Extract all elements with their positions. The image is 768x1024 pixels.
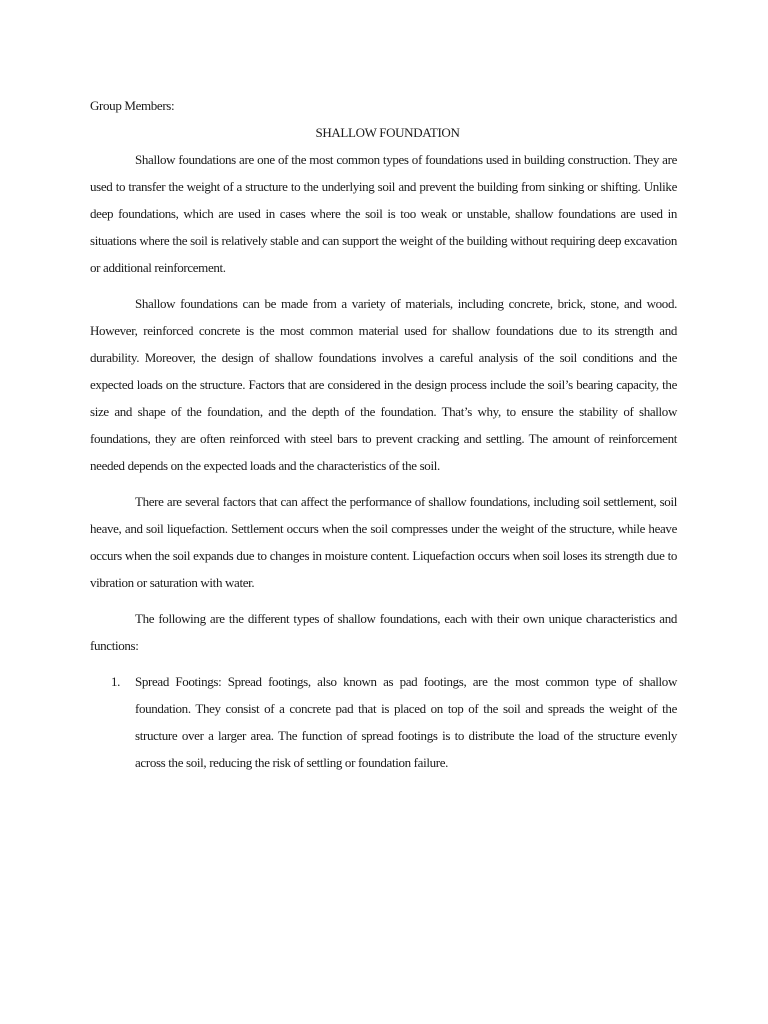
document-title: SHALLOW FOUNDATION (315, 125, 460, 140)
paragraph-1: Shallow foundations are one of the most common types of foundations used in building construction. They are used to transfer the weight of a structure to the underlying soil and prevent the building from sinking or shifting. Unlike deep foundations, which are used in cases where the soil is too weak or unstable, shallow foundations are used in situations where the soil is relatively stable and can support the weight of the building without requiring deep excavation or additional reinforcement. (90, 152, 677, 275)
list-item (90, 668, 677, 776)
list-item-text: Spread Footings: Spread footings, also known as pad footings, are the most common type of shallow foundation. They consist of a concrete pad that is placed on top of the soil and spreads the weight of the structure over a larger area. The function of spread footings is to distribute the load of the structure evenly across the soil, reducing the risk of settling or foundation failure. (135, 674, 677, 770)
foundation-types-list (90, 668, 677, 776)
paragraph-3: There are several factors that can affect the performance of shallow foundations, including soil settlement, soil heave, and soil liquefaction. Settlement occurs when the soil compresses under the weight of the structure, while heave occurs when the soil expands due to changes in moisture content. Liquefaction occurs when soil loses its strength due to vibration or saturation with water. (90, 494, 677, 590)
list-item-number: 1. (111, 674, 121, 689)
paragraph-2: Shallow foundations can be made from a variety of materials, including concrete, brick, stone, and wood. However, reinforced concrete is the most common material used for shallow foundations due to its strength and durability. Moreover, the design of shallow foundations involves a careful analysis of the soil conditions and the expected loads on the structure. Factors that are considered in the design process include the soil’s bearing capacity, the size and shape of the foundation, and the depth of the foundation. That’s why, to ensure the stability of shallow foundations, they are often reinforced with steel bars to prevent cracking and settling. The amount of reinforcement needed depends on the expected loads and the characteristics of the soil. (90, 296, 677, 473)
group-members-label: Group Members: (90, 98, 175, 113)
paragraph-4: The following are the different types of shallow foundations, each with their own unique characteristics and functions: (90, 611, 677, 653)
document-page (90, 92, 677, 776)
